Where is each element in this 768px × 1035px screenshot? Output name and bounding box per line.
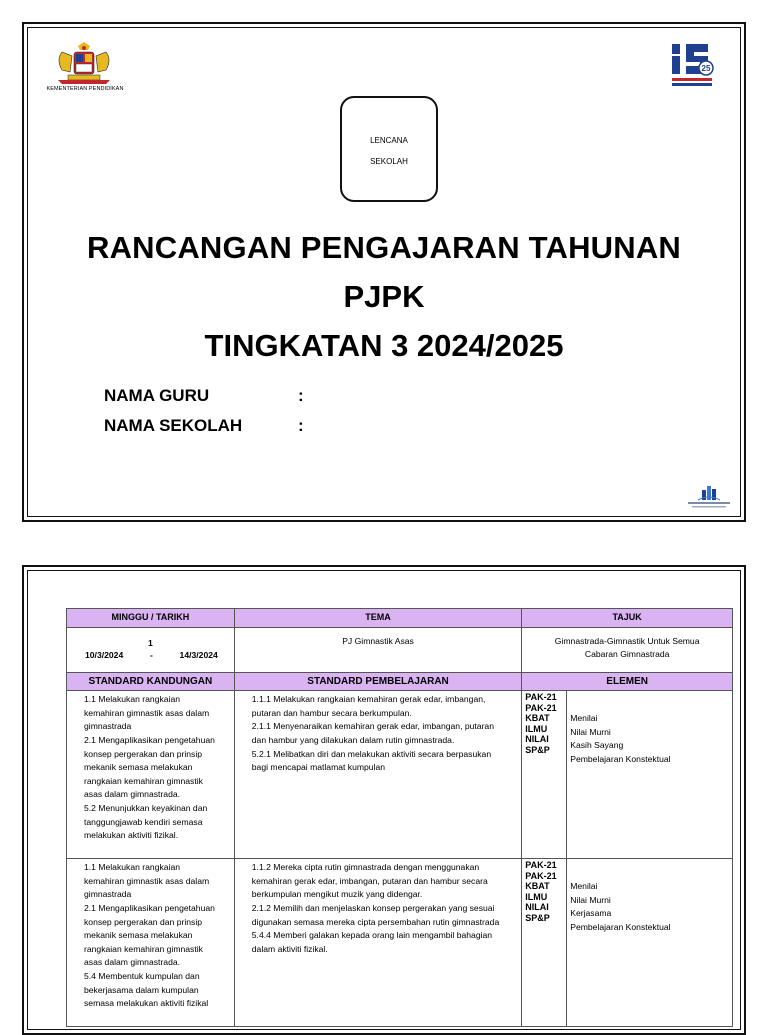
sk-line: rangkaian kemahiran gimnastik <box>84 775 203 786</box>
week-date-dash: - <box>149 649 153 660</box>
subheader-sp: STANDARD PEMBELAJARAN <box>234 672 522 691</box>
week-end-date: 14/3/2024 <box>179 649 218 660</box>
yearly-plan-table <box>66 608 733 1027</box>
sk-cell <box>67 691 235 859</box>
tag-label: ILMU <box>525 891 548 902</box>
sk-line: kemahiran gimnastik asas dalam <box>84 875 210 886</box>
ministry-caption: KEMENTERIAN PENDIDIKAN <box>46 86 124 92</box>
subheader-sk: STANDARD KANDUNGAN <box>67 672 235 691</box>
elemen-line: Kerjasama <box>570 908 612 919</box>
sp-line: kemahiran gerak edar, imbangan, putaran dan hambur secara <box>251 875 488 886</box>
school-name-label: NAMA SEKOLAH <box>104 416 243 435</box>
elemen-line: Pembelajaran Konstektual <box>570 753 671 764</box>
sk-line: rangkaian kemahiran gimnastik <box>84 943 203 954</box>
sk-line: melakukan aktiviti fizikal. <box>84 830 179 841</box>
sk-line: 2.1 Mengaplikasikan pengetahuan <box>84 734 215 745</box>
sp-line: bagi mencapai matlamat kumpulan <box>251 762 386 773</box>
badge-line-1: LENCANA <box>370 136 408 145</box>
form-year-title: TINGKATAN 3 2024/2025 <box>204 328 564 363</box>
elemen-line: Menilai <box>570 881 598 892</box>
tag-label: PAK-21 <box>525 692 557 703</box>
table-row <box>67 691 733 859</box>
sp-line: 1.1.2 Mereka cipta rutin gimnastrada dengan menggunakan <box>251 862 480 873</box>
tag-label: SP&P <box>525 912 550 923</box>
tag-label: PAK-21 <box>525 702 557 713</box>
week-row <box>67 627 733 672</box>
header-tajuk: TAJUK <box>522 609 733 628</box>
sp-cell <box>234 691 522 859</box>
sk-line: 1.1 Melakukan rangkaian <box>84 862 181 873</box>
sp-line: 5.2.1 Melibatkan diri dan melakukan aktiviti secara berpasukan <box>251 748 492 759</box>
tag-label: PAK-21 <box>525 870 557 881</box>
table-row <box>67 859 733 1027</box>
school-name-colon: : <box>298 416 304 435</box>
elemen-line: Pembelajaran Konstektual <box>570 921 671 932</box>
tag-label: KBAT <box>525 713 550 724</box>
sk-line: mekanik semasa melakukan <box>84 762 193 773</box>
coat-of-arms-icon <box>48 42 120 86</box>
elemen-cell <box>567 859 733 1027</box>
elemen-line: Menilai <box>570 713 598 724</box>
teacher-name-label: NAMA GURU <box>104 386 210 405</box>
tag-cell <box>522 691 567 859</box>
sp-line: putaran dan hambur secara berkumpulan. <box>251 707 412 718</box>
sk-line: kemahiran gimnastik asas dalam <box>84 707 210 718</box>
ministry-small-logo-icon <box>684 484 734 510</box>
sk-line: 5.2 Menunjukkan keyakinan dan <box>84 802 208 813</box>
tag-label: SP&P <box>525 744 550 755</box>
sk-line: bekerjasama dalam kumpulan <box>84 984 199 995</box>
tag-cell <box>522 859 567 1027</box>
tajuk-cell <box>522 627 733 672</box>
table-header-row <box>67 609 733 628</box>
sk-line: 2.1 Mengaplikasikan pengetahuan <box>84 902 215 913</box>
elemen-cell <box>567 691 733 859</box>
tag-label: ILMU <box>525 723 548 734</box>
sk-line: asas dalam gimnastrada. <box>84 789 181 800</box>
sk-line: asas dalam gimnastrada. <box>84 957 181 968</box>
sp-line: 1.1.1 Melakukan rangkaian kemahiran gerak edar, imbangan, <box>251 694 486 705</box>
subject-title: PJPK <box>343 279 425 314</box>
subheader-row <box>67 672 733 691</box>
sp-line: 5.4.4 Memberi galakan kepada orang lain mengambil bahagian <box>251 930 493 941</box>
elemen-line: Nilai Murni <box>570 726 611 737</box>
tajuk-line-2: Cabaran Gimnastrada <box>584 649 670 660</box>
sp-line: dalam aktiviti fizikal. <box>251 943 328 954</box>
sk-line: konsep pergerakan dan prinsip <box>84 748 203 759</box>
elemen-line: Nilai Murni <box>570 894 611 905</box>
sp-line: dan hambur yang dilakukan dalam rutin gimnastrada. <box>251 734 455 745</box>
tag-label: PAK-21 <box>525 860 557 871</box>
tag-label: NILAI <box>525 902 549 913</box>
sk-line: konsep pergerakan dan prinsip <box>84 916 203 927</box>
week-start-date: 10/3/2024 <box>85 649 124 660</box>
tag-label: NILAI <box>525 734 549 745</box>
sk-line: semasa melakukan aktiviti fizikal <box>84 998 209 1009</box>
sk-line: gimnastrada <box>84 721 132 732</box>
header-tema: TEMA <box>234 609 522 628</box>
teacher-name-colon: : <box>298 386 304 405</box>
school-badge-placeholder <box>340 96 438 202</box>
sp-line: digunakan semasa mereka cipta persembahan rutin gimnastrada <box>251 916 500 927</box>
sk-line: tanggungjawab kendiri semasa <box>84 816 203 827</box>
tag-label: KBAT <box>525 881 550 892</box>
header-minggu: MINGGU / TARIKH <box>67 609 235 628</box>
badge-line-2: SEKOLAH <box>370 157 408 166</box>
document-title: RANCANGAN PENGAJARAN TAHUNAN <box>86 230 682 265</box>
sk-line: 5.4 Membentuk kumpulan dan <box>84 970 200 981</box>
elemen-line: Kasih Sayang <box>570 740 624 751</box>
sk-line: mekanik semasa melakukan <box>84 930 193 941</box>
tema-cell: PJ Gimnastik Asas <box>234 627 522 672</box>
svg-text:25: 25 <box>701 64 711 73</box>
sp-line: 2.1.2 Memilih dan menjelaskan konsep pergerakan yang sesuai <box>251 902 495 913</box>
sp-cell <box>234 859 522 1027</box>
week-cell <box>67 627 235 672</box>
sp-line: berkumpulan mengikut muzik yang didengar. <box>251 889 423 900</box>
kpm-25-logo-icon <box>668 42 716 90</box>
sk-line: gimnastrada <box>84 889 132 900</box>
tajuk-line-1: Gimnastrada-Gimnastik Untuk Semua <box>554 635 700 646</box>
subheader-elemen: ELEMEN <box>522 672 733 691</box>
sk-cell <box>67 859 235 1027</box>
sk-line: 1.1 Melakukan rangkaian <box>84 694 181 705</box>
sp-line: 2.1.1 Menyenaraikan kemahiran gerak edar, imbangan, putaran <box>251 721 494 732</box>
week-number: 1 <box>148 637 153 648</box>
